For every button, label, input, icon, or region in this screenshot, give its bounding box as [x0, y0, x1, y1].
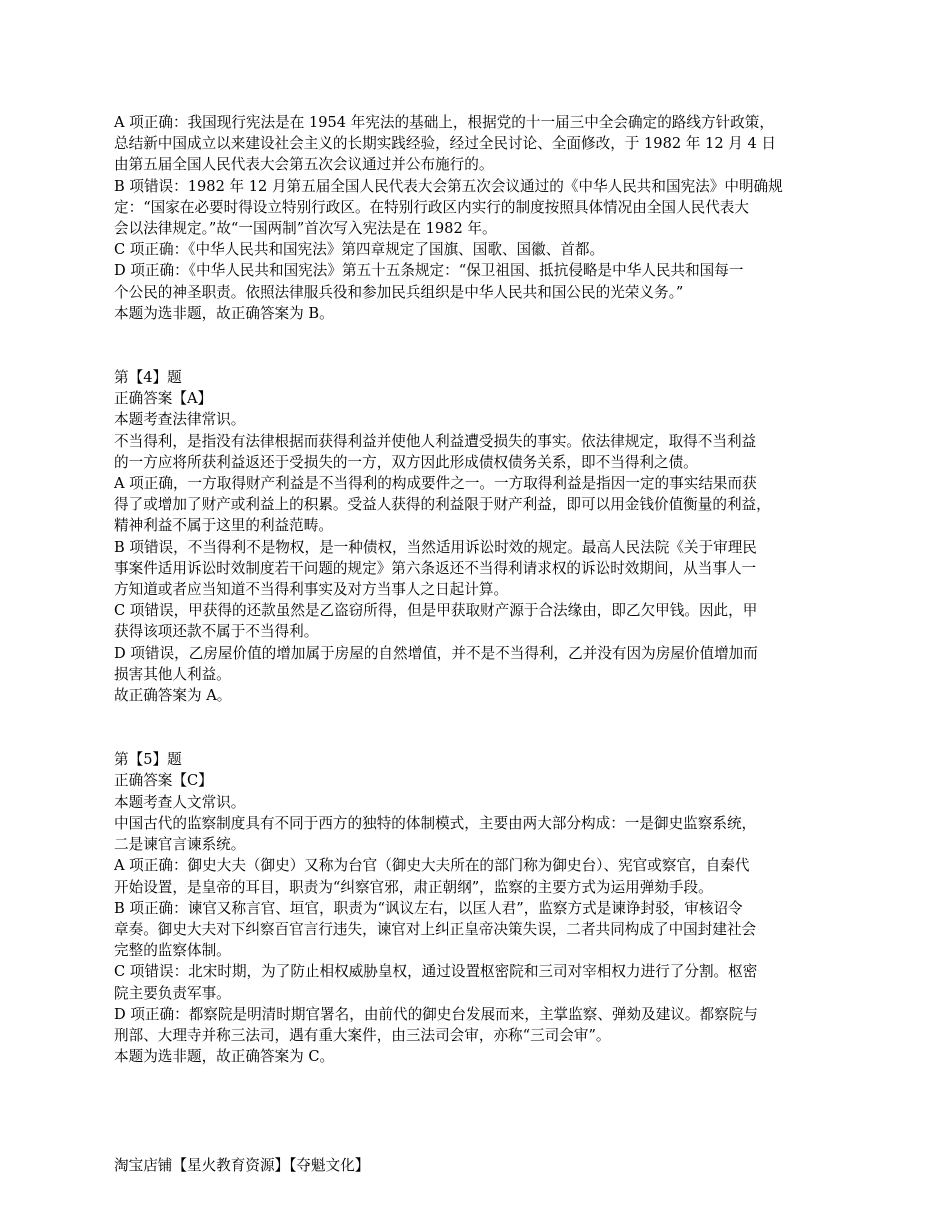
- section-question-4: [114, 367, 836, 706]
- section-spacer: [114, 706, 836, 749]
- text-line: C 项错误，甲获得的还款虽然是乙盗窃所得，但是甲获取财产源于合法缘由，即乙欠甲钱。因此，甲: [114, 602, 758, 620]
- text-line: 方知道或者应当知道不当得利事实及对方当事人之日起计算。: [114, 581, 509, 599]
- text-line: 本题为选非题，故正确答案为 B。: [114, 304, 334, 322]
- text-line: 事案件适用诉讼时效制度若干问题的规定》第六条返还不当得利请求权的诉讼时效期间，从当事人一: [114, 559, 757, 577]
- text-line: 损害其他人利益。: [114, 665, 231, 683]
- section-previous-answer-explanation: [114, 112, 836, 324]
- text-line: 本题考查人文常识。: [114, 793, 246, 811]
- text-line: 院主要负责军事。: [114, 984, 231, 1002]
- text-line: 的一方应将所获利益返还于受损失的一方，双方因此形成债权债务关系，即不当得利之债。: [114, 453, 698, 471]
- text-line: 中国古代的监察制度具有不同于西方的独特的体制模式，主要由两大部分构成：一是御史监察系统，: [114, 814, 757, 832]
- text-line: 章奏。御史大夫对下纠察百官言行违失，谏官对上纠正皇帝决策失误，二者共同构成了中国封建社会: [114, 920, 757, 938]
- section-question-5: [114, 749, 836, 1067]
- text-line: A 项正确，一方取得财产利益是不当得利的构成要件之一。一方取得利益是指因一定的事实结果而获: [114, 475, 757, 493]
- text-line: 不当得利，是指没有法律根据而获得利益并使他人利益遭受损失的事实。依法律规定，取得不当利益: [114, 432, 757, 450]
- correct-answer: 正确答案【A】: [114, 390, 213, 408]
- text-line: 完整的监察体制。: [114, 942, 231, 960]
- text-line: 由第五届全国人民代表大会第五次会议通过并公布施行的。: [114, 156, 494, 174]
- text-line: D 项错误，乙房屋价值的增加属于房屋的自然增值，并不是不当得利，乙并没有因为房屋价值增加而: [114, 644, 758, 662]
- correct-answer: 正确答案【C】: [114, 772, 213, 790]
- text-line: 个公民的神圣职责。依照法律服兵役和参加民兵组织是中华人民共和国公民的光荣义务。”: [114, 283, 684, 301]
- text-line: A 项正确：御史大夫（御史）又称为台官（御史大夫所在的部门称为御史台）、宪官或察官，自秦代: [114, 857, 750, 875]
- text-line: C 项正确：《中华人民共和国宪法》第四章规定了国旗、国歌、国徽、首都。: [114, 241, 605, 259]
- text-line: D 项正确：《中华人民共和国宪法》第五十五条规定：“保卫祖国、抵抗侵略是中华人民共和国每一: [114, 262, 744, 280]
- question-number: 第【4】题: [114, 369, 182, 387]
- page-footer: 淘宝店铺【星火教育资源】【夺魁文化】: [114, 1157, 370, 1174]
- text-line: 定：“国家在必要时得设立特别行政区。在特别行政区内实行的制度按照具体情况由全国人民代表大: [114, 198, 749, 216]
- section-spacer: [114, 324, 836, 367]
- document-body: [114, 112, 836, 1067]
- text-line: 得了或增加了财产或利益上的积累。受益人获得的利益限于财产利益，即可以用金钱价值衡量的利益，: [114, 496, 771, 514]
- question-number: 第【5】题: [114, 751, 182, 769]
- text-line: B 项正确：谏官又称言官、垣官，职责为“讽议左右，以匡人君”，监察方式是谏诤封驳，审核诏令: [114, 899, 743, 917]
- text-line: 获得该项还款不属于不当得利。: [114, 623, 319, 641]
- text-line: D 项正确：都察院是明清时期官署名，由前代的御史台发展而来，主掌监察、弹劾及建议。都察院与: [114, 1005, 758, 1023]
- text-line: 会以法律规定。”故“一国两制”首次写入宪法是在 1982 年。: [114, 220, 497, 238]
- text-line: 本题为选非题，故正确答案为 C。: [114, 1048, 335, 1066]
- text-line: 开始设置，是皇帝的耳目，职责为“纠察官邪，肃正朝纲”，监察的主要方式为运用弹劾手段。: [114, 878, 713, 896]
- text-line: B 项错误：1982 年 12 月第五届全国人民代表大会第五次会议通过的《中华人民共和国宪法》中明确规: [114, 177, 783, 195]
- text-line: B 项错误，不当得利不是物权，是一种债权，当然适用诉讼时效的规定。最高人民法院《关于审理民: [114, 538, 757, 556]
- text-line: 本题考查法律常识。: [114, 411, 246, 429]
- text-line: 精神利益不属于这里的利益范畴。: [114, 517, 333, 535]
- text-line: C 项错误：北宋时期，为了防止相权威胁皇权，通过设置枢密院和三司对宰相权力进行了分割。枢密: [114, 963, 758, 981]
- text-line: 故正确答案为 A。: [114, 687, 232, 705]
- text-line: 刑部、大理寺并称三法司，遇有重大案件，由三法司会审，亦称“三司会审”。: [114, 1026, 611, 1044]
- text-line: A 项正确：我国现行宪法是在 1954 年宪法的基础上，根据党的十一届三中全会确定的路线方针政策，: [114, 114, 774, 131]
- text-line: 总结新中国成立以来建设社会主义的长期实践经验，经过全民讨论、全面修改，于 1982 年 12 月 4 日: [114, 135, 776, 153]
- text-line: 二是谏官言谏系统。: [114, 836, 246, 854]
